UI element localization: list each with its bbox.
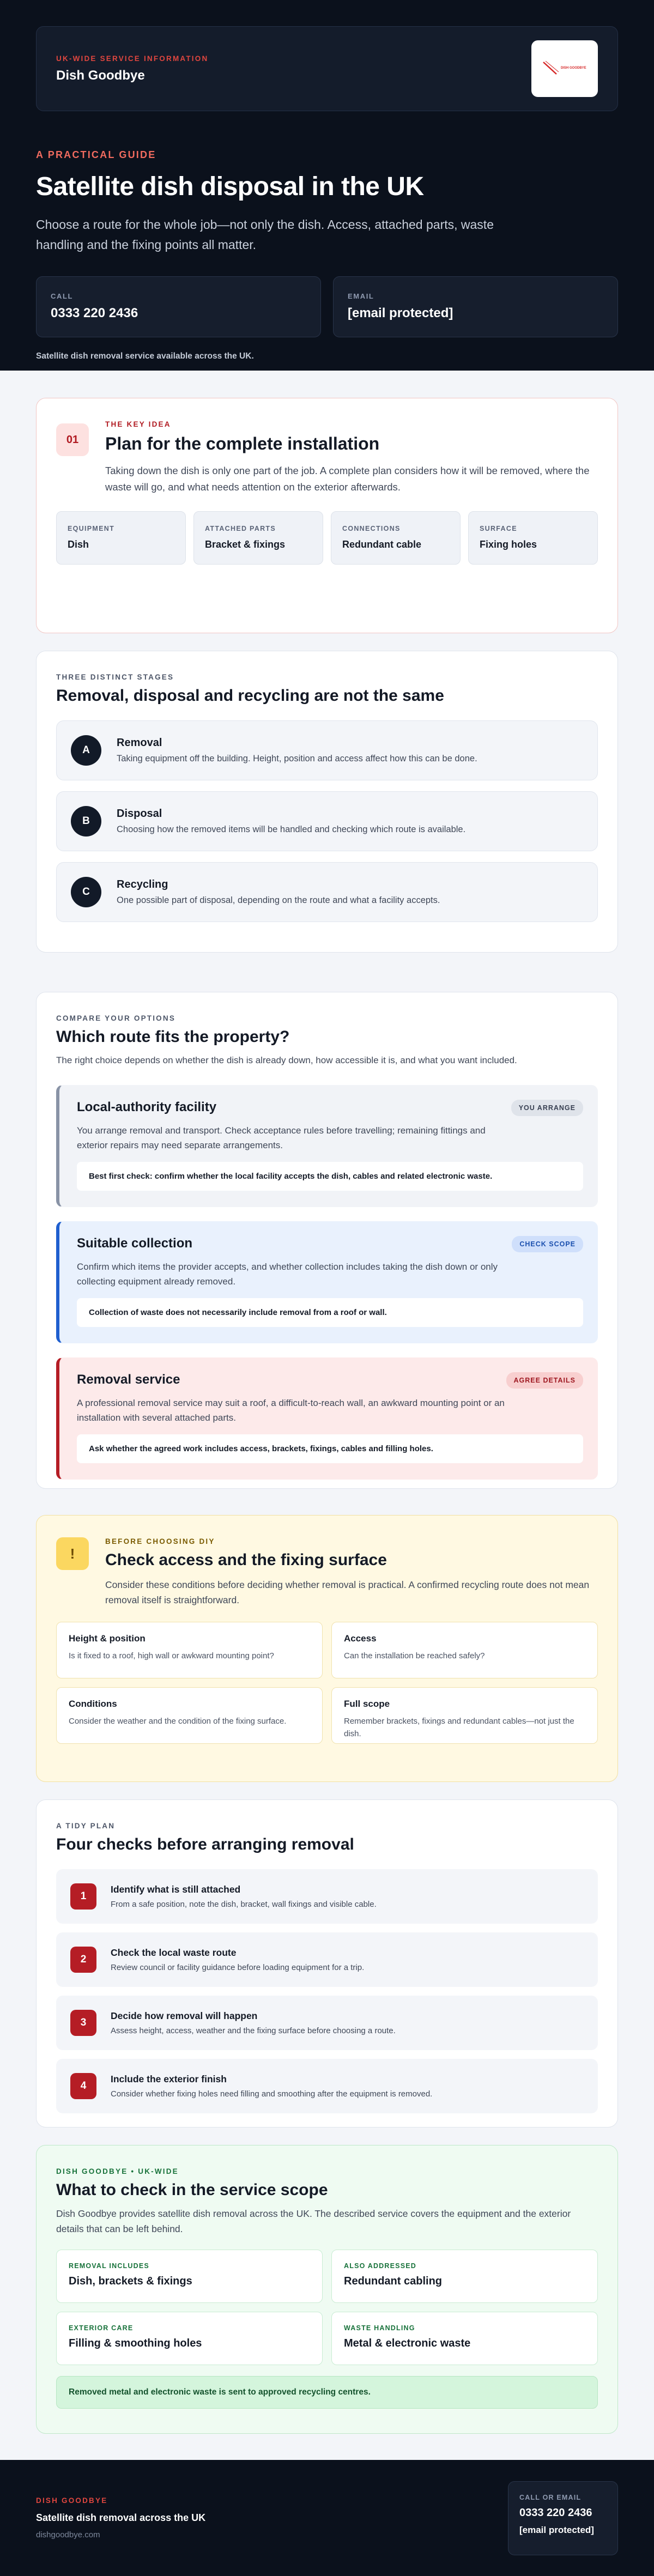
route-card-collection	[56, 1221, 598, 1343]
condition-desc: Remember brackets, fixings and redundant cables—not just the dish.	[344, 1717, 574, 1739]
check-title: Include the exterior finish	[111, 2074, 227, 2084]
spec-label: EQUIPMENT	[68, 525, 115, 533]
page-title: Satellite dish disposal in the UK	[36, 172, 424, 201]
email-card[interactable]	[333, 276, 618, 337]
stage-letter: A	[71, 735, 101, 766]
warning-icon: !	[56, 1537, 89, 1570]
scope-item-cabling	[331, 2250, 598, 2303]
contact-row	[36, 276, 618, 337]
route-desc: Confirm which items the provider accepts, and whether collection includes taking the dish down or only collecting equipment already removed.	[77, 1262, 498, 1287]
footer	[0, 2460, 654, 2576]
footer-tagline: Satellite dish removal across the UK	[36, 2512, 206, 2523]
footer-phone-link[interactable]: 0333 220 2436	[519, 2506, 592, 2519]
stages-kicker: THREE DISTINCT STAGES	[56, 673, 174, 681]
key-idea-title: Plan for the complete installation	[105, 434, 380, 453]
condition-title: Height & position	[69, 1633, 146, 1644]
route-desc: A professional removal service may suit a roof, a difficult-to-reach wall, an awkward mounting point or an installation with several attached parts.	[77, 1398, 505, 1423]
stages-title: Removal, disposal and recycling are not the same	[56, 687, 444, 705]
stage-item-recycling	[56, 862, 598, 922]
routes-kicker: COMPARE YOUR OPTIONS	[56, 1014, 176, 1022]
condition-weather	[56, 1687, 323, 1744]
condition-desc: Can the installation be reached safely?	[344, 1651, 485, 1660]
routes-section	[36, 992, 618, 1489]
stage-letter: C	[71, 877, 101, 907]
stage-letter: B	[71, 806, 101, 837]
spec-attached-parts	[193, 511, 323, 565]
spec-equipment	[56, 511, 186, 565]
footer-contact-card	[508, 2481, 618, 2555]
check-title: Check the local waste route	[111, 1947, 237, 1958]
checks-section	[36, 1799, 618, 2128]
hero	[0, 0, 654, 371]
scope-value: Dish, brackets & fixings	[69, 2275, 192, 2287]
stage-item-removal	[56, 720, 598, 780]
scope-kicker: DISH GOODBYE • UK-WIDE	[56, 2167, 179, 2175]
hero-intro: Choose a route for the whole job—not only the dish. Access, attached parts, waste handling and the fixing points all matter.	[36, 217, 494, 252]
call-label: CALL	[51, 292, 74, 300]
condition-title: Conditions	[69, 1699, 117, 1709]
scope-label: REMOVAL INCLUDES	[69, 2262, 149, 2270]
recycling-banner: Removed metal and electronic waste is sent to approved recycling centres.	[56, 2376, 598, 2409]
check-title: Identify what is still attached	[111, 1884, 241, 1895]
stage-title: Recycling	[117, 878, 168, 890]
footer-email-link[interactable]: [email protected]	[519, 2524, 594, 2535]
scope-item-waste	[331, 2312, 598, 2365]
check-item	[56, 1996, 598, 2050]
route-card-removal-service	[56, 1357, 598, 1480]
scope-label: ALSO ADDRESSED	[344, 2262, 417, 2270]
condition-full-scope	[331, 1687, 598, 1744]
route-badge: CHECK SCOPE	[512, 1236, 583, 1252]
checks-title: Four checks before arranging removal	[56, 1835, 354, 1853]
route-note: Best first check: confirm whether the local facility accepts the dish, cables and related electronic waste.	[77, 1162, 583, 1191]
diy-kicker: BEFORE CHOOSING DIY	[105, 1537, 215, 1545]
condition-height	[56, 1622, 323, 1678]
scope-label: WASTE HANDLING	[344, 2324, 415, 2332]
email-link[interactable]: [email protected]	[348, 305, 453, 320]
condition-title: Access	[344, 1633, 377, 1644]
route-title: Local-authority facility	[77, 1100, 217, 1115]
footer-kicker: DISH GOODBYE	[36, 2496, 108, 2505]
check-item	[56, 1932, 598, 1987]
stage-desc: One possible part of disposal, depending on the route and what a facility accepts.	[117, 895, 440, 905]
scope-value: Redundant cabling	[344, 2275, 442, 2287]
spec-value: Fixing holes	[480, 539, 537, 550]
condition-desc: Consider the weather and the condition of the fixing surface.	[69, 1717, 287, 1726]
key-idea-lead: Taking down the dish is only one part of the job. A complete plan considers how it will be removed, where the waste will go, and what needs attention on the exterior afterwards.	[105, 465, 590, 493]
check-title: Decide how removal will happen	[111, 2010, 258, 2021]
check-desc: Consider whether fixing holes need filling and smoothing after the equipment is removed.	[111, 2089, 433, 2099]
route-badge: AGREE DETAILS	[506, 1372, 583, 1389]
stages-section	[36, 651, 618, 953]
key-idea-section	[36, 398, 618, 633]
stage-desc: Choosing how the removed items will be handled and checking which route is available.	[117, 825, 466, 834]
call-card[interactable]	[36, 276, 321, 337]
key-idea-kicker: THE KEY IDEA	[105, 420, 171, 428]
brand-kicker: UK-WIDE SERVICE INFORMATION	[56, 54, 209, 63]
route-card-local-authority	[56, 1085, 598, 1207]
scope-item-exterior	[56, 2312, 323, 2365]
spec-value: Dish	[68, 539, 89, 550]
spec-label: ATTACHED PARTS	[205, 525, 276, 533]
route-badge: YOU ARRANGE	[511, 1100, 583, 1116]
scope-label: EXTERIOR CARE	[69, 2324, 134, 2332]
check-desc: Review council or facility guidance before loading equipment for a trip.	[111, 1963, 365, 1972]
brand-bar	[36, 26, 618, 111]
spec-value: Redundant cable	[342, 539, 422, 550]
brand-name: Dish Goodbye	[56, 68, 145, 83]
spec-label: SURFACE	[480, 525, 517, 533]
condition-desc: Is it fixed to a roof, high wall or awkward mounting point?	[69, 1651, 274, 1660]
check-desc: Assess height, access, weather and the fixing surface before choosing a route.	[111, 2026, 396, 2035]
scope-item-removal	[56, 2250, 323, 2303]
section-number-badge: 01	[56, 423, 89, 456]
check-number: 2	[70, 1947, 96, 1973]
footer-site-link[interactable]: dishgoodbye.com	[36, 2530, 100, 2539]
spec-value: Bracket & fixings	[205, 539, 286, 550]
footer-contact-label: CALL OR EMAIL	[519, 2493, 582, 2501]
hero-kicker: A PRACTICAL GUIDE	[36, 149, 156, 160]
dish-logo-icon	[540, 58, 589, 80]
routes-title: Which route fits the property?	[56, 1028, 290, 1046]
checks-kicker: A TIDY PLAN	[56, 1822, 116, 1830]
main-content	[0, 398, 654, 2434]
diy-section	[36, 1515, 618, 1782]
check-number: 3	[70, 2010, 96, 2036]
logo[interactable]	[531, 40, 598, 97]
spec-row	[56, 511, 598, 565]
scope-value: Metal & electronic waste	[344, 2337, 471, 2349]
check-number: 1	[70, 1883, 96, 1910]
phone-link[interactable]: 0333 220 2436	[51, 305, 138, 320]
spec-connections	[331, 511, 461, 565]
check-desc: From a safe position, note the dish, bracket, wall fixings and visible cable.	[111, 1900, 377, 1909]
spec-surface	[468, 511, 598, 565]
stage-desc: Taking equipment off the building. Height, position and access affect how this can be done.	[117, 754, 477, 763]
stage-item-disposal	[56, 791, 598, 851]
conditions-grid	[56, 1622, 598, 1744]
scope-lead: Dish Goodbye provides satellite dish removal across the UK. The described service covers the equipment and the exterior details that can be left behind.	[56, 2208, 571, 2234]
route-title: Suitable collection	[77, 1236, 193, 1251]
route-note: Collection of waste does not necessarily include removal from a roof or wall.	[77, 1298, 583, 1327]
scope-value: Filling & smoothing holes	[69, 2337, 202, 2349]
svg-text:DISH GOODBYE: DISH GOODBYE	[561, 66, 586, 70]
check-item	[56, 1869, 598, 1924]
diy-lead: Consider these conditions before deciding whether removal is practical. A confirmed recycling route does not mean removal itself is straightforward.	[105, 1579, 590, 1605]
email-label: EMAIL	[348, 292, 374, 300]
scope-section	[36, 2145, 618, 2434]
stage-title: Disposal	[117, 808, 162, 820]
route-note: Ask whether the agreed work includes access, brackets, fixings, cables and filling holes.	[77, 1434, 583, 1463]
stage-title: Removal	[117, 737, 162, 749]
routes-lead: The right choice depends on whether the dish is already down, how accessible it is, and what you want included.	[56, 1055, 517, 1065]
condition-title: Full scope	[344, 1699, 390, 1709]
condition-access	[331, 1622, 598, 1678]
check-number: 4	[70, 2073, 96, 2099]
route-title: Removal service	[77, 1372, 180, 1387]
diy-title: Check access and the fixing surface	[105, 1551, 387, 1569]
check-item	[56, 2059, 598, 2113]
scope-title: What to check in the service scope	[56, 2181, 328, 2199]
route-desc: You arrange removal and transport. Check acceptance rules before travelling; remaining fittings and exterior repairs may need separate arrangements.	[77, 1125, 486, 1151]
hero-note: Satellite dish removal service available across the UK.	[36, 351, 254, 361]
scope-grid	[56, 2250, 598, 2365]
spec-label: CONNECTIONS	[342, 525, 401, 533]
